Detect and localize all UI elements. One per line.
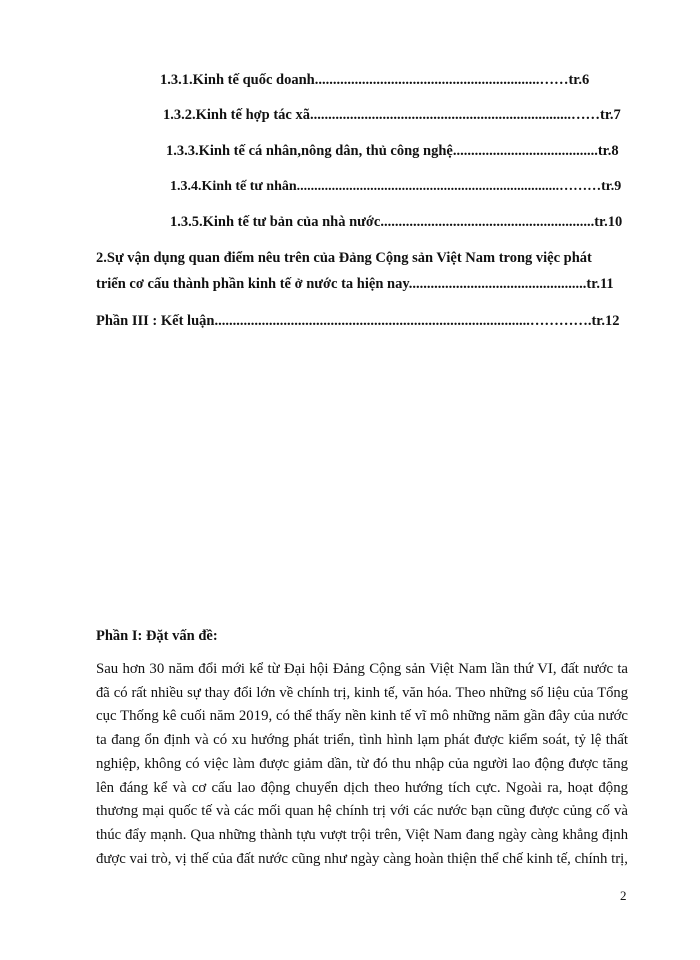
page-number: 2 xyxy=(620,888,627,903)
paragraph-line: cục Thống kê cuối năm 2019, có thể thấy nền kinh tế vĩ mô những năm gần đây của nước xyxy=(96,708,628,725)
paragraph-line: thương mại quốc tế và các mối quan hệ chính trị với các nước bạn cũng được củng cố và xyxy=(96,803,628,820)
toc-section-2-line-2: triển cơ cấu thành phần kinh tế ở nước ta hiện nay.................................................tr.11 xyxy=(96,276,614,292)
toc-section-2-line-1: 2.Sự vận dụng quan điểm nêu trên của Đảng Cộng sản Việt Nam trong việc phát xyxy=(96,250,592,266)
paragraph-line: Sau hơn 30 năm đổi mới kể từ Đại hội Đảng Cộng sản Việt Nam lần thứ VI, đất nước ta xyxy=(96,661,628,677)
paragraph-line: đã có rất nhiều sự thay đổi lớn về chính trị, kinh tế, văn hóa. Theo những số liệu của Tổng xyxy=(96,684,628,701)
paragraph-line: thúc đẩy mạnh. Qua những thành tựu vượt trội trên, Việt Nam đang ngày càng khẳng định xyxy=(96,826,628,843)
toc-item-1-3-4: 1.3.4.Kinh tế tư nhân...........................................................................………tr.9 xyxy=(170,179,622,194)
paragraph-line: lên đáng kể và cơ cấu lao động chuyển dịch theo hướng tích cực. Ngoài ra, hoạt động xyxy=(96,779,628,796)
section-heading: Phần I: Đặt vấn đề: xyxy=(96,628,218,644)
body-paragraph xyxy=(96,658,628,871)
paragraph-line: được vai trò, vị thế của đất nước cũng như ngày càng hoàn thiện thể chế kinh tế, chính trị, xyxy=(96,850,628,867)
toc-item-1-3-1: 1.3.1.Kinh tế quốc doanh..............................................................……tr.6 xyxy=(160,72,590,88)
toc-item-1-3-5: 1.3.5.Kinh tế tư bản của nhà nước...........................................................tr.10 xyxy=(170,214,623,230)
toc-item-1-3-2: 1.3.2.Kinh tế hợp tác xã........................................................................……tr.7 xyxy=(163,107,621,123)
paragraph-line: ta đang ổn định và có xu hướng phát triển, tình hình lạm phát được kiểm soát, tỷ lệ thất xyxy=(96,732,628,749)
toc-part-3: Phần III : Kết luận.......................................................................................………….tr.12 xyxy=(96,313,620,329)
toc-item-1-3-3: 1.3.3.Kinh tế cá nhân,nông dân, thủ công nghệ........................................tr.8 xyxy=(166,143,619,159)
paragraph-line: nghiệp, không có việc làm được giảm dần, từ đó thu nhập của người lao động được tăng xyxy=(96,755,628,772)
